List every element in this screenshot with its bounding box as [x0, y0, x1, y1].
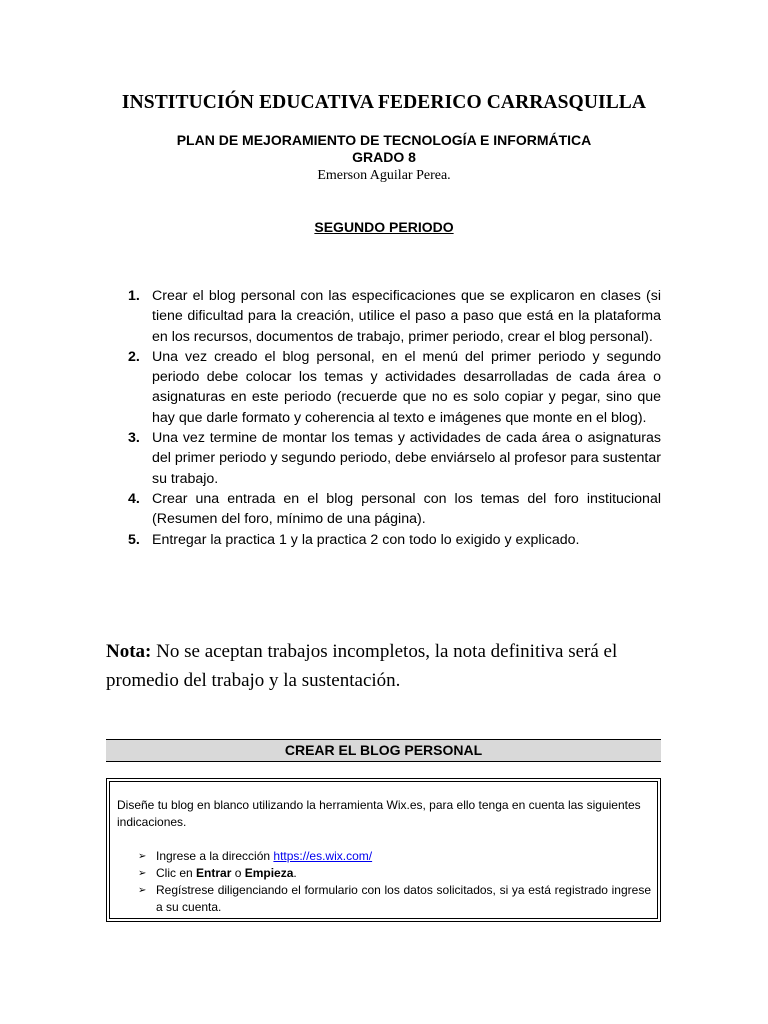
author-name: Emerson Aguilar Perea.: [317, 168, 451, 183]
step-bold-empieza: Empieza: [244, 866, 294, 880]
task-text: Una vez creado el blog personal, en el menú del primer periodo y segundo periodo debe colocar los temas y actividades desarrolladas de cada área o asignaturas en este periodo (recuerde que no es solo copiar y pegar, sino que hay que darle formato y coherencia al texto e imágenes que monte en el blog).: [152, 348, 661, 426]
step-text: .: [293, 866, 297, 880]
task-number: 4.: [128, 490, 140, 507]
task-number: 2.: [128, 348, 140, 365]
task-number: 5.: [128, 531, 140, 548]
step-bold-entrar: Entrar: [196, 866, 232, 880]
step-text: Ingrese a la dirección: [156, 849, 274, 863]
step-text: o: [231, 866, 245, 880]
task-item: [128, 347, 661, 428]
step-item: [117, 865, 651, 882]
arrow-bullet-icon: ➢: [138, 868, 147, 879]
task-item: [128, 489, 661, 530]
grade-label: GRADO 8: [352, 149, 416, 165]
step-item: [117, 882, 651, 916]
note-paragraph: [106, 637, 666, 695]
instructions-box-inner: [109, 781, 658, 919]
arrow-bullet-icon: ➢: [138, 851, 147, 862]
section-title-bar: CREAR EL BLOG PERSONAL: [106, 739, 661, 762]
task-item: [128, 530, 661, 550]
institution-title: INSTITUCIÓN EDUCATIVA FEDERICO CARRASQUILLA: [121, 92, 647, 113]
wix-link[interactable]: https://es.wix.com/: [273, 849, 373, 863]
period-heading-text: SEGUNDO PERIODO: [314, 219, 454, 235]
task-text: Crear el blog personal con las especificaciones que se explicaron en clases (si tiene dificultad para la creación, utilice el paso a paso que está en la plataforma en los recursos, documentos de trabajo, primer periodo, crear el blog personal).: [152, 288, 661, 345]
task-text: Una vez termine de montar los temas y actividades de cada área o asignaturas del primer periodo y segundo periodo, debe enviárselo al profesor para sustentar su trabajo.: [152, 430, 661, 487]
task-item: [128, 428, 661, 489]
note-text: No se aceptan trabajos incompletos, la nota definitiva será el promedio del trabajo y la sustentación.: [106, 641, 618, 691]
arrow-bullet-icon: ➢: [138, 885, 147, 896]
task-text: Entregar la practica 1 y la practica 2 con todo lo exigido y explicado.: [152, 531, 580, 548]
task-list: [128, 286, 661, 550]
instructions-intro: Diseñe tu blog en blanco utilizando la herramienta Wix.es, para ello tenga en cuenta las siguientes indicaciones.: [117, 798, 641, 829]
instructions-box: [106, 778, 661, 922]
period-heading: [0, 219, 768, 235]
step-text: Regístrese diligenciando el formulario con los datos solicitados, si ya está registrado ingrese a su cuenta.: [156, 883, 651, 914]
task-number: 1.: [128, 288, 140, 304]
task-number: 3.: [128, 430, 140, 447]
step-text: Clic en: [156, 866, 197, 880]
step-item: [117, 848, 651, 865]
note-label: Nota:: [106, 641, 152, 662]
instruction-steps: [117, 848, 651, 916]
plan-title: PLAN DE MEJORAMIENTO DE TECNOLOGÍA E INFORMÁTICA: [176, 132, 592, 148]
task-text: Crear una entrada en el blog personal con los temas del foro institucional (Resumen del foro, mínimo de una página).: [152, 490, 661, 528]
task-item: [128, 286, 661, 347]
